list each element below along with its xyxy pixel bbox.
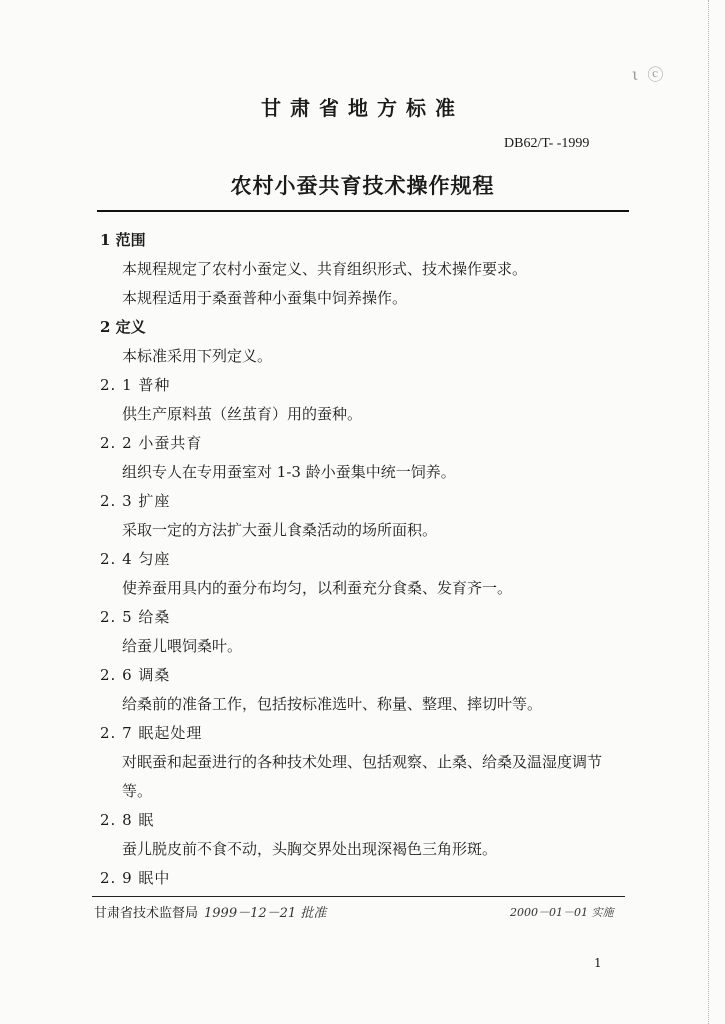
- clause-heading: 2. 7 眠起处理: [100, 724, 203, 742]
- clause-heading: 2. 2 小蚕共育: [100, 434, 203, 452]
- page-number: 1: [594, 956, 602, 970]
- clause-heading: 2. 5 给桑: [100, 608, 171, 626]
- standard-number: DB62/T- -1999: [504, 136, 590, 151]
- paragraph: 本标准采用下列定义。: [122, 347, 273, 365]
- issue-note: 1999－12－21 批准: [204, 906, 327, 921]
- paragraph: 本规程规定了农村小蚕定义、共育组织形式、技术操作要求。: [122, 260, 528, 278]
- clause-heading: 2. 3 扩座: [100, 492, 171, 510]
- issuer: 甘肃省技术监督局: [94, 906, 199, 921]
- title-divider: [97, 210, 629, 212]
- standard-authority: 甘肃省地方标准: [261, 96, 464, 120]
- paragraph: 组织专人在专用蚕室对 1-3 龄小蚕集中统一饲养。: [122, 463, 456, 481]
- scan-edge: [708, 0, 725, 1024]
- paragraph: 给蚕儿喂饲桑叶。: [122, 637, 243, 655]
- section-heading: 1 范围: [100, 231, 146, 249]
- document-body: [100, 226, 630, 893]
- clause-heading: 2. 6 调桑: [100, 666, 171, 684]
- paragraph: 对眠蚕和起蚕进行的各种技术处理、包括观察、止桑、给桑及温湿度调节等。: [122, 753, 603, 800]
- implementation-note: 2000－01－01 实施: [510, 906, 614, 919]
- paragraph: 供生产原料茧（丝茧育）用的蚕种。: [122, 405, 363, 423]
- footer-divider: [92, 896, 625, 897]
- paragraph: 采取一定的方法扩大蚕儿食桑活动的场所面积。: [122, 521, 438, 539]
- clause-heading: 2. 1 普种: [100, 376, 171, 394]
- paragraph: 本规程适用于桑蚕普种小蚕集中饲养操作。: [122, 289, 408, 307]
- paragraph: 蚕儿脱皮前不食不动，头胸交界处出现深褐色三角形斑。: [122, 840, 498, 858]
- footer-issue: [94, 902, 326, 921]
- clause-heading: 2. 9 眠中: [100, 869, 171, 887]
- document-title: 农村小蚕共育技术操作规程: [230, 173, 495, 198]
- paragraph: 给桑前的准备工作，包括按标准选叶、称量、整理、摔切叶等。: [122, 695, 543, 713]
- paragraph: 使养蚕用具内的蚕分布均匀，以利蚕充分食桑、发育齐一。: [122, 579, 513, 597]
- clause-heading: 2. 8 眠: [100, 811, 155, 829]
- clause-heading: 2. 4 匀座: [100, 550, 171, 568]
- corner-mark: ι ⓒ: [632, 65, 666, 84]
- section-heading: 2 定义: [100, 318, 146, 336]
